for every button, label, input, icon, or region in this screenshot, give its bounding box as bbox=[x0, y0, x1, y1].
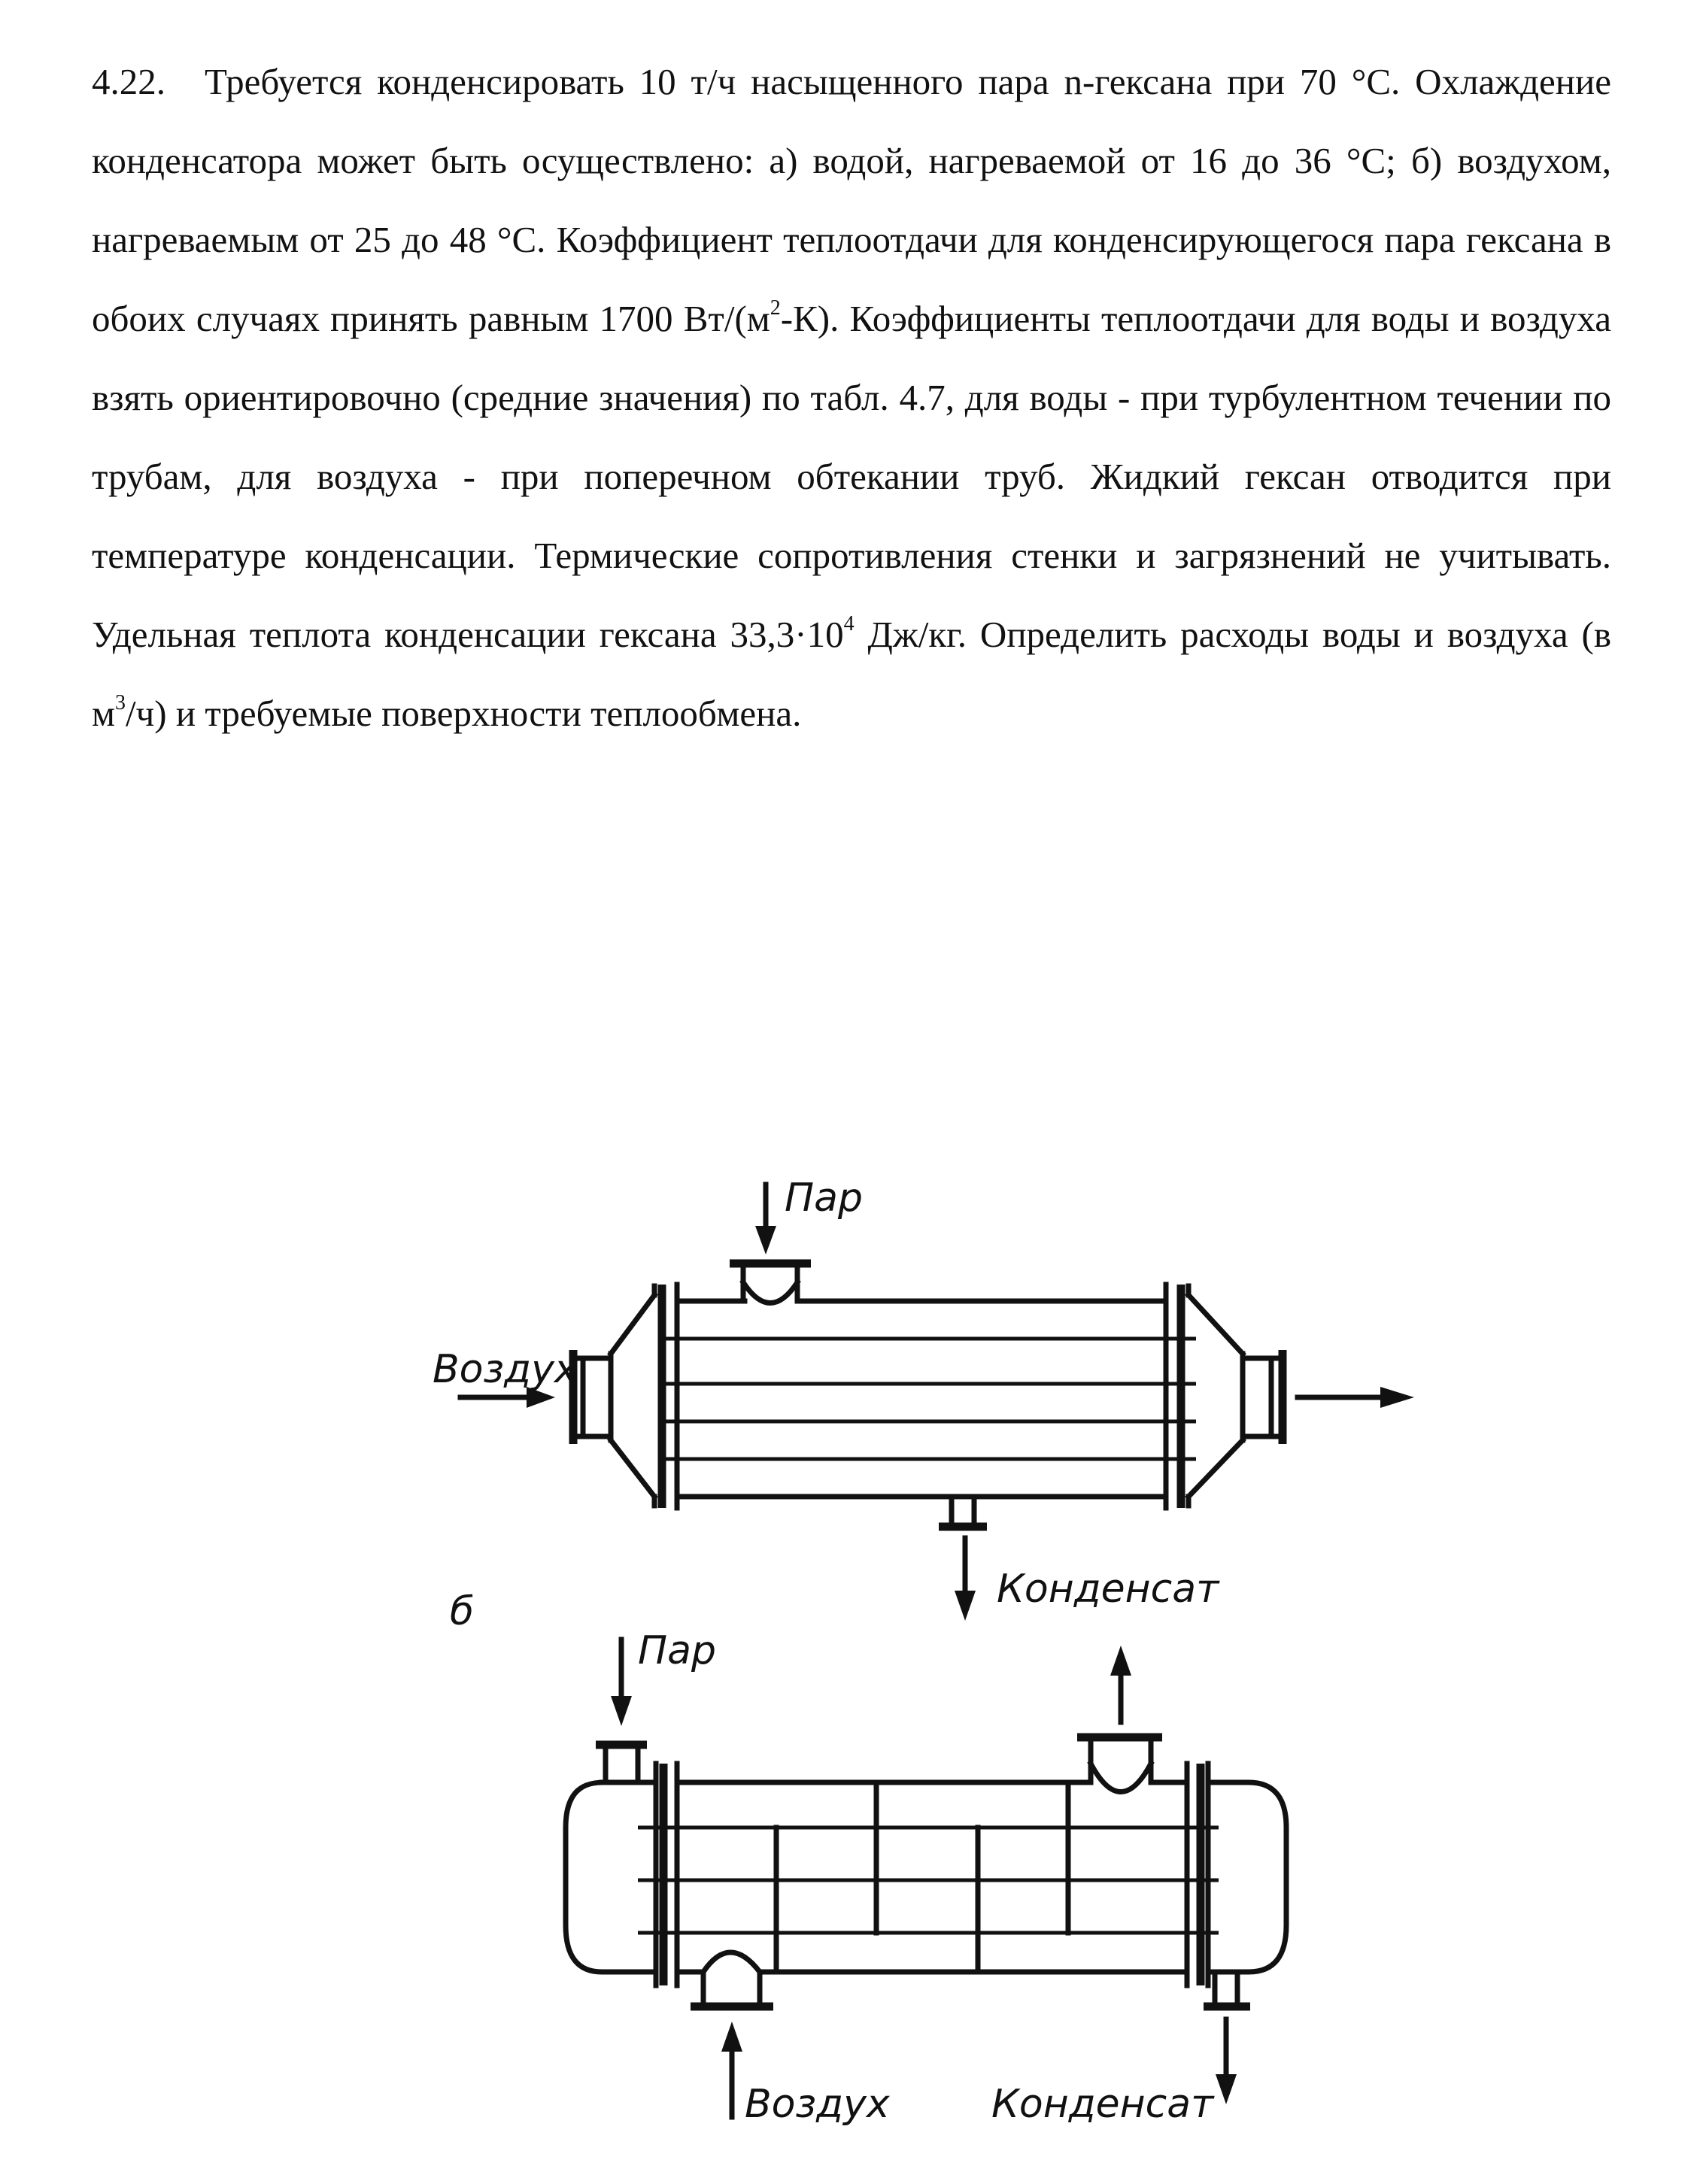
problem-number: 4.22. bbox=[92, 61, 165, 102]
top-left-head bbox=[573, 1286, 654, 1506]
bottom-air-outlet-nozzle bbox=[1077, 1737, 1162, 1792]
problem-text-part-4: /ч) и требуемые поверхности теплообмена. bbox=[126, 693, 802, 734]
bottom-condensate-arrow bbox=[1216, 2019, 1237, 2104]
superscript-3: 3 bbox=[115, 691, 126, 714]
bottom-air-nozzle bbox=[691, 1952, 773, 2007]
top-condensate-nozzle bbox=[939, 1497, 987, 1527]
top-air-outlet-arrow bbox=[1298, 1387, 1414, 1408]
top-condenser bbox=[433, 1175, 1414, 1621]
superscript-4: 4 bbox=[843, 612, 855, 635]
bottom-right-head bbox=[1208, 1764, 1286, 1985]
bottom-left-head bbox=[566, 1764, 656, 1985]
bottom-steam-label: Пар bbox=[638, 1628, 716, 1673]
problem-text-part-2: -К). Коэффициенты теплоотдачи для воды и воздуха взять ориентировочно (средние значения) по табл. 4.7, для воды - при турбулентном течении по трубам, для воздуха - при поперечном обтекании труб. Жидкий гексан отводится при температуре конденсации. Термические сопротивления стенки и загрязнений не учитывать. Удельная теплота конденсации гексана 33,3·10 bbox=[92, 298, 1611, 655]
variant-label: б bbox=[450, 1589, 475, 1634]
bottom-shell bbox=[663, 1764, 1201, 1985]
bottom-condenser bbox=[450, 1589, 1286, 2127]
bottom-steam-nozzle bbox=[596, 1745, 647, 1782]
top-shell bbox=[662, 1285, 1181, 1508]
top-steam-nozzle bbox=[730, 1263, 811, 1303]
problem-text-part-1: Требуется конденсировать 10 т/ч насыщенного пара n-гексана при 70 °С. Охлаждение конденсатора может быть осуществлено: а) водой, нагреваемой от 16 до 36 °С; б) воздухом, нагреваемым от 25 до 48 °С. Коэффициент теплоотдачи для конденсирующегося пара гексана в обоих случаях принять равным 1700 Вт/(м bbox=[92, 61, 1611, 339]
bottom-air-outlet-arrow bbox=[1110, 1646, 1131, 1722]
bottom-air-label: Воздух bbox=[745, 2082, 890, 2127]
problem-text-part-3: Дж/кг. Определить расходы воды и воздуха (в м bbox=[92, 614, 1612, 734]
top-right-head bbox=[1189, 1286, 1283, 1506]
bottom-steam-arrow bbox=[611, 1640, 632, 1726]
bottom-baffles bbox=[776, 1782, 1068, 1972]
top-steam-label: Пар bbox=[785, 1175, 863, 1221]
top-air-label: Воздух bbox=[433, 1347, 578, 1392]
top-tube-bundle bbox=[662, 1339, 1196, 1459]
bottom-air-inlet-arrow bbox=[721, 2022, 742, 2117]
top-steam-arrow bbox=[755, 1185, 776, 1254]
top-condensate-label: Конденсат bbox=[997, 1567, 1219, 1612]
bottom-condensate-label: Конденсат bbox=[991, 2082, 1214, 2127]
bottom-tube-bundle bbox=[638, 1828, 1219, 1933]
superscript-2: 2 bbox=[770, 296, 781, 320]
top-condensate-arrow bbox=[955, 1538, 976, 1621]
